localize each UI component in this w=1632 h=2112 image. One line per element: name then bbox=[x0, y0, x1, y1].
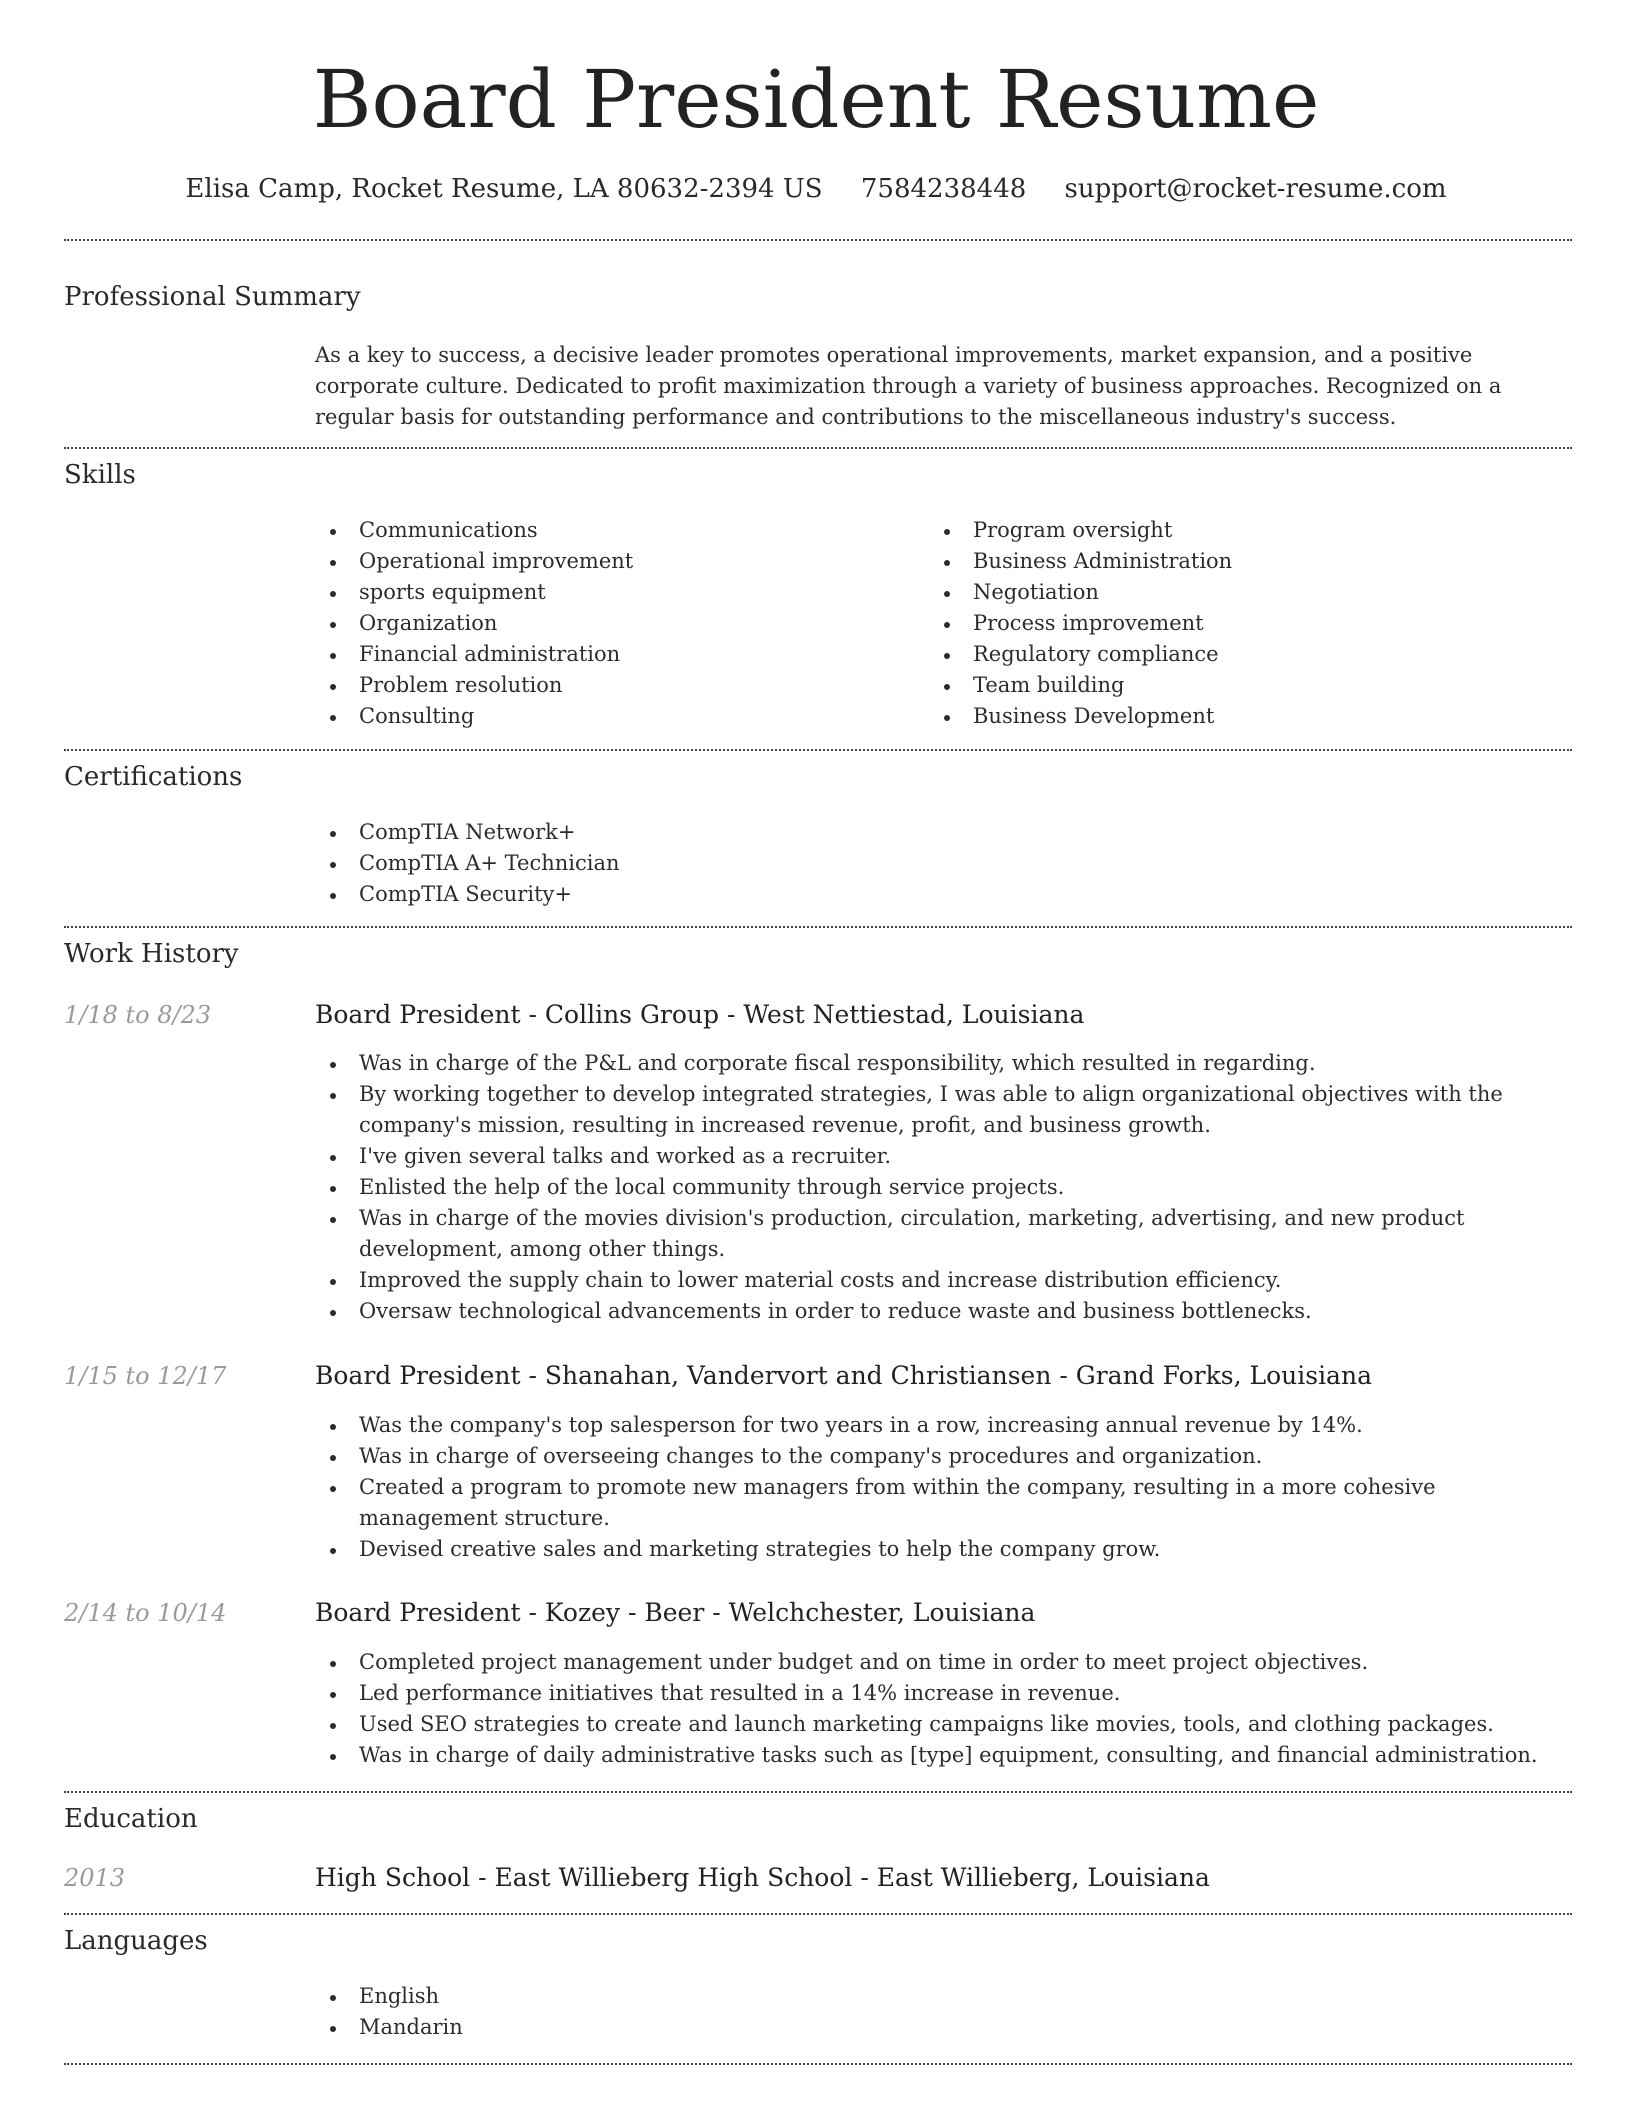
job-bullet: Created a program to promote new managers from within the company, resulting in a more cohesive management structure. bbox=[315, 1472, 1565, 1534]
certification-item: CompTIA Security+ bbox=[315, 879, 1565, 910]
education-title: High School - East Willieberg High School - East Willieberg, Louisiana bbox=[315, 1863, 1210, 1892]
divider bbox=[64, 1791, 1572, 1793]
divider bbox=[64, 1913, 1572, 1915]
skill-item: sports equipment bbox=[315, 577, 915, 608]
skill-item: Process improvement bbox=[929, 608, 1529, 639]
summary-text: As a key to success, a decisive leader promotes operational improvements, market expansion, and a positive corporate culture. Dedicated to profit maximization through a variety of business approaches. Recognized on a regular basis for outstanding performance and contributions to the miscellaneous industry's success. bbox=[315, 343, 1502, 429]
job-bullet: Devised creative sales and marketing strategies to help the company grow. bbox=[315, 1534, 1565, 1565]
job-title: Board President - Kozey - Beer - Welchchester, Louisiana bbox=[315, 1598, 1036, 1627]
certification-item: CompTIA A+ Technician bbox=[315, 848, 1565, 879]
job-bullets bbox=[315, 1647, 1565, 1771]
skills-list-left bbox=[315, 515, 915, 732]
page-title: Board President Resume bbox=[312, 53, 1320, 146]
job-bullet: Enlisted the help of the local community through service projects. bbox=[315, 1172, 1565, 1203]
job-bullet: Was in charge of overseeing changes to the company's procedures and organization. bbox=[315, 1441, 1565, 1472]
skill-item: Problem resolution bbox=[315, 670, 915, 701]
divider bbox=[64, 2063, 1572, 2065]
certifications-heading: Certifications bbox=[64, 762, 243, 792]
skill-item: Business Administration bbox=[929, 546, 1529, 577]
skill-item: Consulting bbox=[315, 701, 915, 732]
job-bullet: Completed project management under budget and on time in order to meet project objectives. bbox=[315, 1647, 1565, 1678]
certification-item: CompTIA Network+ bbox=[315, 817, 1565, 848]
skills-heading: Skills bbox=[64, 460, 136, 490]
contact-email: support@rocket-resume.com bbox=[1064, 174, 1447, 204]
job-bullet: Led performance initiatives that resulted in a 14% increase in revenue. bbox=[315, 1678, 1565, 1709]
work-heading: Work History bbox=[64, 939, 239, 969]
job-date: 1/15 to 12/17 bbox=[64, 1362, 227, 1390]
job-bullet: Was in charge of daily administrative tasks such as [type] equipment, consulting, and financial administration. bbox=[315, 1740, 1565, 1771]
job-bullet: Oversaw technological advancements in order to reduce waste and business bottlenecks. bbox=[315, 1296, 1565, 1327]
divider bbox=[64, 926, 1572, 928]
language-item: Mandarin bbox=[315, 2012, 1565, 2043]
contact-address: Elisa Camp, Rocket Resume, LA 80632-2394 US bbox=[185, 174, 823, 204]
job-bullet: Was in charge of the P&L and corporate fiscal responsibility, which resulted in regarding. bbox=[315, 1048, 1565, 1079]
languages-list bbox=[315, 1981, 1565, 2043]
contact-phone: 7584238448 bbox=[860, 174, 1027, 204]
summary-heading: Professional Summary bbox=[64, 282, 361, 312]
job-title: Board President - Collins Group - West Nettiestad, Louisiana bbox=[315, 1000, 1085, 1029]
skill-item: Negotiation bbox=[929, 577, 1529, 608]
job-date: 2/14 to 10/14 bbox=[64, 1599, 227, 1627]
job-bullet: Was the company's top salesperson for two years in a row, increasing annual revenue by 14%. bbox=[315, 1410, 1565, 1441]
skill-item: Financial administration bbox=[315, 639, 915, 670]
education-date: 2013 bbox=[64, 1864, 126, 1892]
job-bullet: Improved the supply chain to lower material costs and increase distribution efficiency. bbox=[315, 1265, 1565, 1296]
languages-heading: Languages bbox=[64, 1926, 208, 1956]
job-bullet: I've given several talks and worked as a recruiter. bbox=[315, 1141, 1565, 1172]
skill-item: Communications bbox=[315, 515, 915, 546]
skill-item: Organization bbox=[315, 608, 915, 639]
language-item: English bbox=[315, 1981, 1565, 2012]
job-bullet: Used SEO strategies to create and launch marketing campaigns like movies, tools, and clothing packages. bbox=[315, 1709, 1565, 1740]
certifications-list bbox=[315, 817, 1565, 910]
job-bullet: By working together to develop integrated strategies, I was able to align organizational objectives with the company's mission, resulting in increased revenue, profit, and business growth. bbox=[315, 1079, 1565, 1141]
job-bullets bbox=[315, 1410, 1565, 1565]
skill-item: Team building bbox=[929, 670, 1529, 701]
job-bullets bbox=[315, 1048, 1565, 1327]
job-title: Board President - Shanahan, Vandervort and Christiansen - Grand Forks, Louisiana bbox=[315, 1361, 1372, 1390]
divider bbox=[64, 239, 1572, 241]
contact-line bbox=[0, 172, 1632, 206]
skill-item: Program oversight bbox=[929, 515, 1529, 546]
skill-item: Business Development bbox=[929, 701, 1529, 732]
divider bbox=[64, 749, 1572, 751]
divider bbox=[64, 447, 1572, 449]
skill-item: Regulatory compliance bbox=[929, 639, 1529, 670]
job-bullet: Was in charge of the movies division's production, circulation, marketing, advertising, and new product development, among other things. bbox=[315, 1203, 1565, 1265]
skills-list-right bbox=[929, 515, 1529, 732]
skill-item: Operational improvement bbox=[315, 546, 915, 577]
job-date: 1/18 to 8/23 bbox=[64, 1001, 212, 1029]
education-heading: Education bbox=[64, 1804, 198, 1834]
